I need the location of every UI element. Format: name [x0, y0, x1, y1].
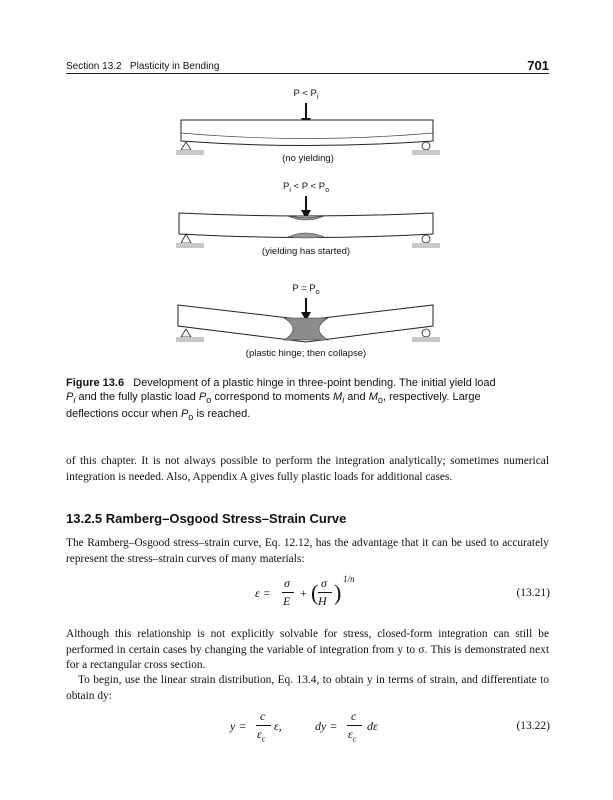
- note-label-1: (no yielding): [282, 153, 334, 164]
- beam-panel-1: [176, 103, 440, 155]
- note-label-3: (plastic hinge; then collapse): [245, 348, 367, 359]
- paragraph-continuation: of this chapter. It is not always possible to perform the integration analytically; sometimes numerical integration is needed. Also, Appendix A gives fully plastic loads for additional cases.: [66, 455, 549, 483]
- figure-caption: Figure 13.6 Development of a plastic hinge in three-point bending. The initial yield load $P_i$ and the fully plastic load $P_o$ correspond to moments $M_i$ and $M_o$, respectively. Large deflections occur when $P_o$ is reached.: [66, 377, 496, 423]
- equation-13-22: y = c $\varepsilon_c$ ε, dy = c $\varepsilon_c$ dε: [230, 709, 378, 744]
- paragraph-linear-strain: To begin, use the linear strain distribution, Eq. 13.4, to obtain y in terms of strain, and differentiate to obtain dy:: [66, 674, 549, 702]
- beam: [181, 120, 433, 146]
- page-number: 701: [527, 58, 549, 73]
- note-label-2: (yielding has started): [261, 246, 351, 257]
- running-header: Section 13.2 Plasticity in Bending: [66, 61, 220, 72]
- load-label-3: $P = P_o$: [292, 283, 320, 296]
- roller-support-icon: [422, 142, 430, 150]
- caption-label: Figure 13.6: [66, 377, 125, 389]
- ground-left: [176, 150, 204, 155]
- paragraph-closed-form: Although this relationship is not explicitly solvable for stress, closed-form integration can still be performed in certain cases by changing the variable of integration from y to σ. This is demonstrated next for a rectangular cross section.: [66, 628, 549, 671]
- equation-number-13-21: (13.21): [516, 587, 550, 599]
- pin-support-icon: [181, 142, 191, 150]
- load-label-1: $P < P_i$: [293, 88, 319, 101]
- beam-panel-2: [176, 196, 440, 248]
- beam-panel-3: [176, 298, 440, 342]
- paragraph-ramberg-osgood-intro: The Ramberg–Osgood stress–strain curve, Eq. 12.12, has the advantage that it can be used to accurately represent the stress–strain curves of many materials:: [66, 537, 549, 565]
- equation-13-21: ε = σ E + ( σ H ) 1/n: [255, 574, 355, 608]
- section-heading: 13.2.5 Ramberg–Osgood Stress–Strain Curve: [66, 511, 347, 526]
- load-label-2: $P_i < P < P_o$: [283, 181, 329, 194]
- equation-number-13-22: (13.22): [516, 720, 550, 732]
- ground-right: [412, 150, 440, 155]
